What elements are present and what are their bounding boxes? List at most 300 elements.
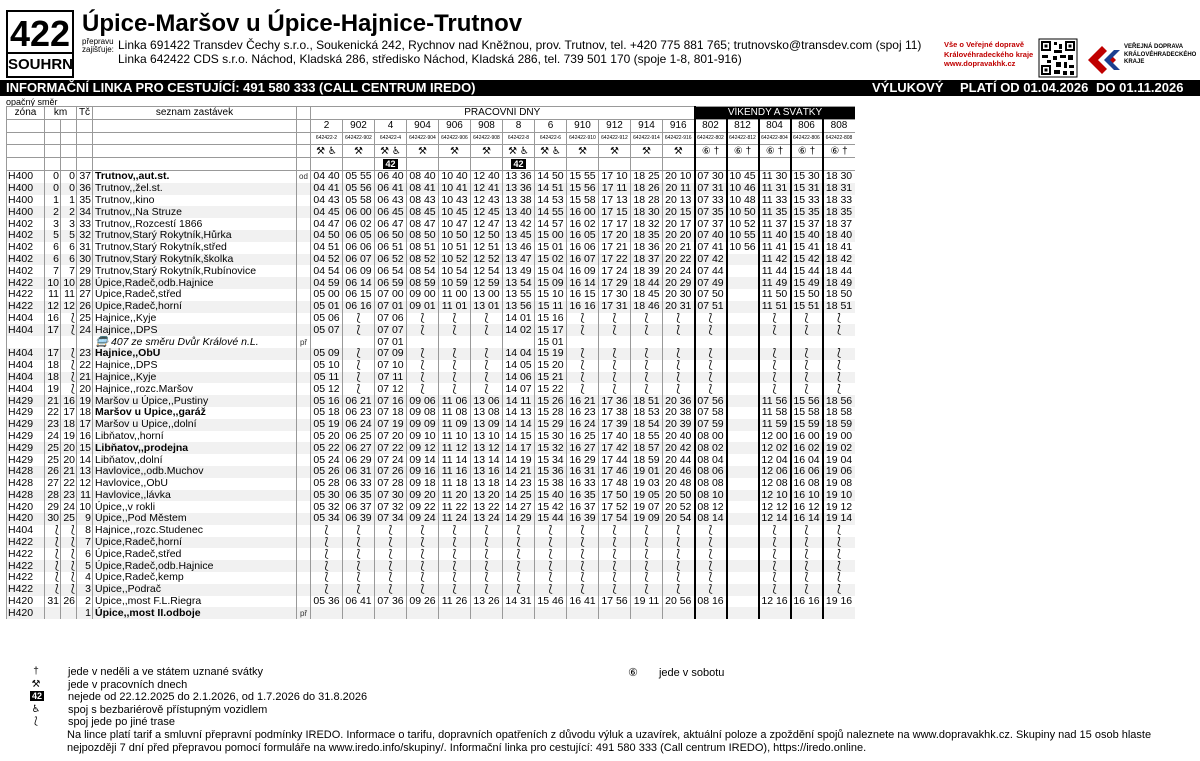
departure-time: 17 17	[599, 218, 631, 230]
departure-time: 12 40	[471, 170, 503, 182]
stop-flag	[297, 548, 311, 560]
trip-symbols: ⚒	[663, 145, 695, 158]
departure-time	[663, 336, 695, 348]
departure-time	[695, 336, 727, 348]
departure-time: ⟅	[439, 537, 471, 549]
valid-from: PLATÍ OD 01.04.2026	[960, 80, 1089, 95]
stop-flag	[297, 560, 311, 572]
departure-time: ⟅	[407, 383, 439, 395]
stop-flag	[297, 442, 311, 454]
departure-time: ⟅	[407, 372, 439, 384]
departure-time: ⟅	[439, 324, 471, 336]
departure-time: 05 16	[311, 395, 343, 407]
tc-cell: 4	[77, 572, 93, 584]
stop-flag: př	[297, 336, 311, 348]
departure-time	[727, 513, 759, 525]
km-cell-2: ⟅	[61, 313, 77, 325]
stop-name: Trutnov,Starý Rokytník,Rubínovice	[93, 265, 297, 277]
route-icon: ⟅	[34, 716, 38, 728]
stop-flag	[297, 265, 311, 277]
km-cell-2: 0	[61, 170, 77, 182]
departure-time: 10 46	[727, 183, 759, 195]
departure-time: 17 21	[599, 242, 631, 254]
departure-time: 15 34	[535, 454, 567, 466]
stop-flag: od	[297, 170, 311, 182]
departure-time: 06 00	[343, 206, 375, 218]
departure-time: 15 58	[567, 195, 599, 207]
departure-time: 07 31	[695, 183, 727, 195]
trip-code: 642422-910	[567, 132, 599, 145]
departure-time: 10 41	[439, 183, 471, 195]
km-cell-2: 2	[61, 206, 77, 218]
departure-time: 07 41	[695, 242, 727, 254]
trip-code: 642422-6	[535, 132, 567, 145]
departure-time: 08 51	[407, 242, 439, 254]
stop-flag	[297, 572, 311, 584]
trip-code: 642422-914	[631, 132, 663, 145]
badge-42-icon: 42	[513, 158, 524, 169]
departure-time: ⟅	[599, 548, 631, 560]
departure-time: 20 13	[663, 195, 695, 207]
departure-time	[727, 289, 759, 301]
stop-name: Úpice,Radeč,horní	[93, 301, 297, 313]
departure-time: 07 51	[695, 301, 727, 313]
stop-row	[7, 596, 855, 608]
departure-time: 11 16	[439, 466, 471, 478]
trip-number: 910	[567, 119, 599, 132]
departure-time: 17 46	[599, 466, 631, 478]
blank-cell	[7, 119, 45, 132]
departure-time: ⟅	[471, 537, 503, 549]
stop-flag	[297, 395, 311, 407]
departure-time	[727, 431, 759, 443]
qr-code-icon	[1034, 38, 1084, 78]
km-cell: ⟅	[45, 572, 61, 584]
departure-time: 04 45	[311, 206, 343, 218]
departure-time: ⟅	[439, 560, 471, 572]
trip-symbols: ⚒	[567, 145, 599, 158]
line-number-box	[6, 10, 74, 78]
blank-cell	[297, 145, 311, 158]
departure-time: 17 11	[599, 183, 631, 195]
departure-time: ⟅	[631, 313, 663, 325]
departure-time: 04 41	[311, 183, 343, 195]
trip-number: 912	[599, 119, 631, 132]
departure-time: ⟅	[759, 324, 791, 336]
departure-time: 17 13	[599, 195, 631, 207]
tc-cell: 31	[77, 242, 93, 254]
stop-name: Trutnov,,kino	[93, 195, 297, 207]
departure-time: 18 39	[631, 265, 663, 277]
departure-time: 09 06	[407, 395, 439, 407]
departure-time: 06 39	[343, 513, 375, 525]
legend-badge: nejede od 22.12.2025 do 2.1.2026, od 1.7.2026 do 31.8.2026	[68, 691, 368, 704]
trip-badge-cell	[343, 158, 375, 171]
departure-time: 07 22	[375, 442, 407, 454]
departure-time: 15 29	[535, 419, 567, 431]
departure-time: 05 58	[343, 195, 375, 207]
departure-time: 20 40	[663, 431, 695, 443]
trip-badge-cell	[599, 158, 631, 171]
departure-time: 09 01	[407, 301, 439, 313]
departure-time: ⟅	[567, 383, 599, 395]
timetable	[6, 106, 855, 619]
departure-time: 15 22	[535, 383, 567, 395]
trip-badge-cell	[791, 158, 823, 171]
departure-time: 20 50	[663, 490, 695, 502]
departure-time: 15 42	[535, 501, 567, 513]
departure-time	[727, 596, 759, 608]
departure-time: ⟅	[695, 560, 727, 572]
departure-time: 12 52	[471, 254, 503, 266]
departure-time: ⟅	[343, 572, 375, 584]
trip-badge-cell	[695, 158, 727, 171]
departure-time: ⟅	[407, 324, 439, 336]
departure-time: 13 55	[503, 289, 535, 301]
departure-time: 18 30	[631, 206, 663, 218]
km-cell: 3	[45, 218, 61, 230]
stop-row	[7, 525, 855, 537]
departure-time: 15 16	[535, 313, 567, 325]
departure-time: 13 20	[471, 490, 503, 502]
departure-time: 09 00	[407, 289, 439, 301]
blank-cell	[61, 119, 77, 132]
departure-time: 11 14	[439, 454, 471, 466]
departure-time: ⟅	[823, 572, 855, 584]
blank-cell	[77, 119, 93, 132]
stop-row	[7, 442, 855, 454]
km-cell-2: 1	[61, 195, 77, 207]
departure-time	[727, 383, 759, 395]
stop-flag	[297, 348, 311, 360]
departure-time: 17 36	[599, 395, 631, 407]
wheelchair-icon: ♿	[31, 703, 41, 715]
departure-time: ⟅	[439, 313, 471, 325]
km-cell-2: ⟅	[61, 348, 77, 360]
tc-cell: 18	[77, 407, 93, 419]
departure-time: ⟅	[343, 348, 375, 360]
stop-name: Hajnice,,rozc.Maršov	[93, 383, 297, 395]
km-cell-2: 12	[61, 301, 77, 313]
departure-time: 07 24	[375, 454, 407, 466]
departure-time: 17 50	[599, 490, 631, 502]
trip-symbols: ⚒	[599, 145, 631, 158]
km-cell-2: 6	[61, 242, 77, 254]
departure-time: 15 17	[535, 324, 567, 336]
trip-code: 642422-902	[343, 132, 375, 145]
departure-time: 09 26	[407, 596, 439, 608]
weekends-header: VÍKENDY A SVÁTKY	[695, 107, 855, 120]
departure-time: 06 05	[343, 230, 375, 242]
km-cell-2: 11	[61, 289, 77, 301]
km-cell-2: 7	[61, 265, 77, 277]
blank-cell	[61, 158, 77, 171]
departure-time	[759, 336, 791, 348]
trip-code: 642422-812	[727, 132, 759, 145]
cross-icon: †	[33, 666, 39, 677]
departure-time: ⟅	[695, 372, 727, 384]
blank-cell	[77, 132, 93, 145]
departure-time: ⟅	[375, 548, 407, 560]
trip-code: 642422-2	[311, 132, 343, 145]
departure-time: 10 48	[727, 195, 759, 207]
departure-time	[727, 313, 759, 325]
departure-time: ⟅	[663, 560, 695, 572]
departure-time: 13 14	[471, 454, 503, 466]
departure-time: 11 42	[759, 254, 791, 266]
departure-time: ⟅	[791, 584, 823, 596]
blank-cell	[93, 132, 297, 145]
departure-time: 18 36	[631, 242, 663, 254]
departure-time: 19 04	[823, 454, 855, 466]
departure-time: 11 10	[439, 431, 471, 443]
zone-cell	[7, 336, 45, 348]
departure-time: ⟅	[439, 383, 471, 395]
trip-symbols: ⚒	[343, 145, 375, 158]
tc-cell: 34	[77, 206, 93, 218]
departure-time: 06 14	[343, 277, 375, 289]
departure-time: ⟅	[599, 372, 631, 384]
departure-time: 16 27	[567, 442, 599, 454]
departure-time	[631, 336, 663, 348]
stop-flag	[297, 206, 311, 218]
departure-time: 14 25	[503, 490, 535, 502]
departure-time: 20 38	[663, 407, 695, 419]
departure-time: 07 01	[375, 301, 407, 313]
departure-time: 18 51	[631, 395, 663, 407]
section-header-row	[7, 107, 855, 120]
departure-time: 16 37	[567, 501, 599, 513]
departure-time	[727, 360, 759, 372]
departure-time: 12 41	[471, 183, 503, 195]
departure-time: 12 54	[471, 265, 503, 277]
departure-time: ⟅	[695, 584, 727, 596]
trip-symbols: ⑥ †	[727, 145, 759, 158]
km-cell-2: 10	[61, 277, 77, 289]
departure-time: 11 20	[439, 490, 471, 502]
workdays-header: PRACOVNÍ DNY	[311, 107, 695, 120]
departure-time: 17 24	[599, 265, 631, 277]
departure-time	[727, 372, 759, 384]
departure-time: 08 00	[695, 431, 727, 443]
departure-time: 16 09	[567, 265, 599, 277]
departure-time: 05 56	[343, 183, 375, 195]
departure-time: 19 02	[823, 442, 855, 454]
stop-row	[7, 348, 855, 360]
trip-number: 914	[631, 119, 663, 132]
departure-time: ⟅	[599, 537, 631, 549]
departure-time: ⟅	[471, 560, 503, 572]
departure-time: 20 31	[663, 301, 695, 313]
departure-time: 18 53	[631, 407, 663, 419]
zone-cell: H429	[7, 407, 45, 419]
departure-time: 05 11	[311, 372, 343, 384]
departure-time: ⟅	[503, 560, 535, 572]
departure-time: 15 51	[791, 301, 823, 313]
departure-time: ⟅	[791, 348, 823, 360]
departure-time: ⟅	[823, 360, 855, 372]
departure-time: 18 57	[631, 442, 663, 454]
departure-time: 15 30	[791, 170, 823, 182]
km-cell: 28	[45, 490, 61, 502]
departure-time: 04 40	[311, 170, 343, 182]
km-cell-2: 18	[61, 419, 77, 431]
km-cell-2: ⟅	[61, 372, 77, 384]
departure-time: 11 18	[439, 478, 471, 490]
logo-text	[1124, 44, 1196, 67]
tc-cell: 8	[77, 525, 93, 537]
zone-cell: H429	[7, 395, 45, 407]
blank-cell	[45, 145, 61, 158]
km-cell-2: 24	[61, 501, 77, 513]
departure-time: 11 58	[759, 407, 791, 419]
departure-time: 13 16	[471, 466, 503, 478]
trip-symbols: ⚒ ♿	[311, 145, 343, 158]
departure-time: 18 25	[631, 170, 663, 182]
departure-time: ⟅	[311, 525, 343, 537]
departure-time: 13 42	[503, 218, 535, 230]
departure-time: 13 40	[503, 206, 535, 218]
region-info	[944, 40, 1033, 69]
zone-cell: H422	[7, 537, 45, 549]
region-link[interactable]: www.dopravakhk.cz	[944, 59, 1016, 68]
departure-time: 15 30	[535, 431, 567, 443]
departure-time: 18 35	[631, 230, 663, 242]
tc-cell: 28	[77, 277, 93, 289]
stop-row	[7, 254, 855, 266]
departure-time: 18 46	[631, 301, 663, 313]
stop-row	[7, 324, 855, 336]
tc-cell: 7	[77, 537, 93, 549]
km-cell-2: 23	[61, 490, 77, 502]
blank-cell	[7, 145, 45, 158]
km-cell: 1	[45, 195, 61, 207]
departure-time: ⟅	[631, 572, 663, 584]
departure-time: 05 26	[311, 466, 343, 478]
departure-time: 10 52	[439, 254, 471, 266]
tc-cell: 6	[77, 548, 93, 560]
departure-time: 18 37	[631, 254, 663, 266]
departure-time: ⟅	[343, 383, 375, 395]
departure-time: 14 07	[503, 383, 535, 395]
departure-time: 18 35	[823, 206, 855, 218]
departure-time: 12 51	[471, 242, 503, 254]
departure-time: ⟅	[631, 383, 663, 395]
departure-time	[407, 607, 439, 619]
departure-time: 17 52	[599, 501, 631, 513]
departure-time: 15 19	[535, 348, 567, 360]
departure-time: 15 31	[791, 183, 823, 195]
km-cell: ⟅	[45, 584, 61, 596]
departure-time: 16 07	[567, 254, 599, 266]
departure-time: 06 50	[375, 230, 407, 242]
stop-flag	[297, 454, 311, 466]
departure-time: ⟅	[343, 372, 375, 384]
departure-time: 04 50	[311, 230, 343, 242]
departure-time: 13 46	[503, 242, 535, 254]
stops-header: seznam zastávek	[93, 107, 297, 120]
stop-name: Maršov u Úpice,,Pustiny	[93, 395, 297, 407]
km-cell-2: 17	[61, 407, 77, 419]
trip-number: 902	[343, 119, 375, 132]
trip-number: 806	[791, 119, 823, 132]
departure-time: ⟅	[535, 537, 567, 549]
departure-time: ⟅	[695, 548, 727, 560]
departure-time: ⟅	[631, 548, 663, 560]
departure-time: ⟅	[759, 383, 791, 395]
stop-flag	[297, 478, 311, 490]
departure-time	[823, 336, 855, 348]
departure-time	[727, 501, 759, 513]
departure-time: 16 14	[791, 513, 823, 525]
trip-number: 908	[471, 119, 503, 132]
departure-time: 14 55	[535, 206, 567, 218]
km-cell: ⟅	[45, 525, 61, 537]
hotline-text: INFORMAČNÍ LINKA PRO CESTUJÍCÍ: 491 580 333 (CALL CENTRUM IREDO)	[6, 80, 476, 95]
departure-time: 15 26	[535, 395, 567, 407]
trip-code: 642422-904	[407, 132, 439, 145]
departure-time: 07 19	[375, 419, 407, 431]
trip-badge-cell	[823, 158, 855, 171]
departure-time: ⟅	[535, 525, 567, 537]
departure-time: 11 49	[759, 277, 791, 289]
km-cell: 2	[45, 206, 61, 218]
carrier-label: přepravu zajišťuje:	[82, 37, 114, 54]
zone-cell: H404	[7, 324, 45, 336]
departure-time: ⟅	[695, 383, 727, 395]
stop-name: Libňatov,,prodejna	[93, 442, 297, 454]
departure-time: 18 55	[631, 431, 663, 443]
departure-time: ⟅	[375, 560, 407, 572]
stop-name: Hajnice,,ObÚ	[93, 348, 297, 360]
km-cell-2: ⟅	[61, 548, 77, 560]
stop-flag	[297, 513, 311, 525]
km-cell: 30	[45, 513, 61, 525]
stop-flag	[297, 466, 311, 478]
km-cell: 6	[45, 242, 61, 254]
departure-time: 06 35	[343, 490, 375, 502]
zone-cell: H428	[7, 490, 45, 502]
tc-cell: 35	[77, 195, 93, 207]
departure-time: 06 54	[375, 265, 407, 277]
departure-time: 05 32	[311, 501, 343, 513]
stop-name: Maršov u Úpice,,garáž	[93, 407, 297, 419]
km-cell-2: ⟅	[61, 525, 77, 537]
departure-time: 17 20	[599, 230, 631, 242]
km-cell-2: ⟅	[61, 572, 77, 584]
departure-time: 06 09	[343, 265, 375, 277]
departure-time: 18 59	[631, 454, 663, 466]
departure-time: 19 01	[631, 466, 663, 478]
stop-flag	[297, 195, 311, 207]
blank-cell	[61, 145, 77, 158]
departure-time: 08 52	[407, 254, 439, 266]
km-cell-2: 25	[61, 513, 77, 525]
departure-time: ⟅	[791, 572, 823, 584]
departure-time: ⟅	[695, 348, 727, 360]
departure-time: 06 23	[343, 407, 375, 419]
region-text-1: Vše o Veřejné dopravě	[944, 40, 1025, 49]
departure-time: ⟅	[535, 584, 567, 596]
departure-time: 14 11	[503, 395, 535, 407]
departure-time	[535, 607, 567, 619]
departure-time	[503, 607, 535, 619]
departure-time: ⟅	[791, 372, 823, 384]
tc-cell: 37	[77, 170, 93, 182]
departure-time: 19 14	[823, 513, 855, 525]
km-cell-2: 5	[61, 230, 77, 242]
departure-time: 15 04	[535, 265, 567, 277]
